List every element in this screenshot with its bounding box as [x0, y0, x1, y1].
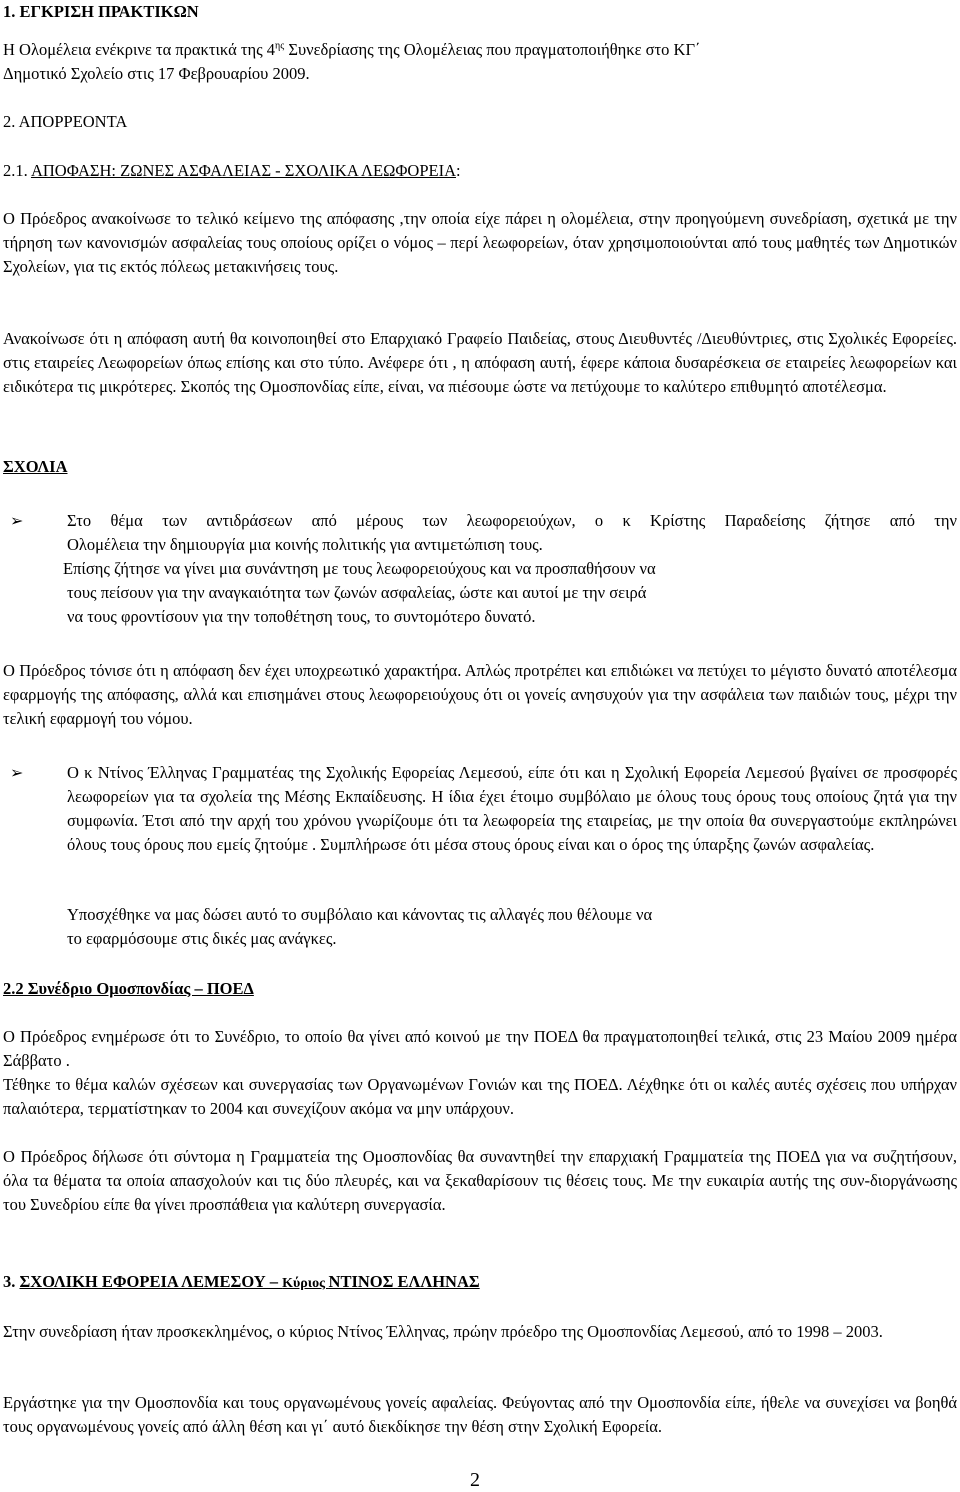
section-3-title-b: Κύριος	[282, 1276, 329, 1291]
minutes-text-line2: Δημοτικό Σχολείο στις 17 Φεβρουαρίου 2009.	[3, 64, 310, 83]
bullet-1-line-4: τους πείσουν για την αναγκαιότητα των ζωνών ασφαλείας, ώστε και αυτοί με την σειρά	[67, 583, 647, 602]
service-paragraph: Εργάστηκε για την Ομοσπονδία και τους οργανωμένους γονείς αφαλείας. Φεύγοντας από την Ομοσπονδία είπε, ήθελε να συνεχίσει να βοηθά τους οργανωμένους γονείς από άλλη θέση και γι΄ αυτό διεκδίκησε την θέση στην Σχολική Εφορεία.	[3, 1393, 957, 1436]
secretariat-paragraph: Ο Πρόεδρος δήλωσε ότι σύντομα η Γραμματεία της Ομοσπονδίας θα συναντηθεί την επαρχιακή Γραμματεία της ΠΟΕΔ για να συζητήσουν, όλα τα θέματα τα οποία απασχολούν και τις δύο πλευρές, και να ξεκαθαρίσουν τις θέσεις τους. Με την ευκαιρία αυτής της συν-διοργάνωσης του Συνεδρίου είπε θα γίνει προσπάθεια για καλύτερη συνεργασία.	[3, 1147, 957, 1214]
bullet-2-followup	[67, 903, 957, 951]
president-paragraph: Ο Πρόεδρος τόνισε ότι η απόφαση δεν έχει υποχρεωτικό χαρακτήρα. Απλώς προτρέπει και επιδιώκει να πετύχει το μέγιστο δυνατό αποτέλεσμα εφαρμογής της απόφασης, αλλά και επισημάνει στους λεωφορειούχους ότι οι γονείς ανησυχούν για την ασφάλεια των παιδιών τους, μέχρι την τελική εφαρμογή του νόμου.	[3, 661, 957, 728]
section-1-heading: 1. ΕΓΚΡΙΣΗ ΠΡΑΚΤΙΚΩΝ	[3, 2, 199, 21]
bullet-2-line-a: Υποσχέθηκε να μας δώσει αυτό το συμβόλαιο και κάνοντας τις αλλαγές που θέλουμε να	[67, 905, 653, 924]
bullet-2-paragraph: Ο κ Ντίνος Έλληνας Γραμματέας της Σχολικής Εφορείας Λεμεσού, είπε ότι και η Σχολική Εφορεία Λεμεσού βγαίνει σε προσφορές λεωφορείων για τα σχολεία της Μέσης Εκπαίδευσης. Η ίδια έχει έτοιμο συμβόλαιο με όλους τους όρους τους οποίους ζητά για την συμφωνία. Έτσι από την αρχή του χρόνου γνωρίζουμε ότι τα λεωφορεία της εταιρείας, με την οποία θα συνεργαστούμε εκπληρώνει όλους τους όρους που εμείς ζητούμε . Συμπλήρωσε ότι μέσα στους όρους είναι και ο όρος της ύπαρξης ζωνών ασφαλείας.	[67, 763, 957, 854]
bullet-arrow-icon: ➢	[10, 511, 24, 530]
minutes-text-b: Συνεδρίασης της Ολομέλειας που πραγματοποιήθηκε στο ΚΓ΄	[284, 40, 701, 59]
subsection-2-2-heading: 2.2 Συνέδριο Ομοσπονδίας – ΠΟΕΔ	[3, 979, 254, 998]
bullet-2-line-b: το εφαρμόσουμε στις δικές μας ανάγκες.	[67, 929, 337, 948]
guest-paragraph: Στην συνεδρίαση ήταν προσκεκλημένος, ο κύριος Ντίνος Έλληνας, πρώην πρόεδρο της Ομοσπονδίας Λεμεσού, από το 1998 – 2003.	[3, 1322, 883, 1341]
section-3-title-c: ΝΤΙΝΟΣ ΕΛΛΗΝΑΣ	[328, 1272, 480, 1291]
minutes-text-a: Η Ολομέλεια ενέκρινε τα πρακτικά της 4	[3, 40, 276, 59]
subsection-2-1-number: 2.1.	[3, 161, 31, 180]
section-3-heading	[3, 1270, 957, 1296]
section-3-number: 3.	[3, 1272, 20, 1291]
subsection-2-1-heading	[3, 159, 957, 183]
ordinal-suffix: ης	[275, 40, 285, 52]
congress-paragraph: Ο Πρόεδρος ενημέρωσε ότι το Συνέδριο, το οποίο θα γίνει από κοινού με την ΠΟΕΔ θα πραγματοποιηθεί τελικά, στις 23 Μαίου 2009 ημέρα Σάββατο .	[3, 1027, 957, 1070]
section-2-heading: 2. ΑΠΟΡΡΕΟΝΤΑ	[3, 112, 128, 131]
bullet-1	[67, 509, 957, 557]
section-3-title-a: ΣΧΟΛΙΚΗ ΕΦΟΡΕΙΑ ΛΕΜΕΣΟΥ –	[19, 1272, 283, 1291]
bullet-1-line-1: Στο θέμα των αντιδράσεων από μέρους των λεωφορειούχων, ο κ Κρίστης Παραδείσης ζήτησε από την	[67, 511, 957, 530]
subsection-2-1-title: ΑΠΟΦΑΣΗ: ΖΩΝΕΣ ΑΣΦΑΛΕΙΑΣ - ΣΧΟΛΙΚΑ ΛΕΩΦΟΡΕΙΑ	[30, 161, 456, 180]
comments-heading: ΣΧΟΛΙΑ	[3, 457, 68, 476]
subsection-2-1-colon: :	[455, 161, 461, 180]
section-1-text	[3, 38, 957, 86]
bullet-1-line-5: να τους φροντίσουν για την τοποθέτηση τους, το συντομότερο δυνατό.	[67, 607, 536, 626]
page-number: 2	[470, 1469, 480, 1491]
relations-paragraph: Τέθηκε το θέμα καλών σχέσεων και συνεργασίας των Οργανωμένων Γονιών και της ΠΟΕΔ. Λέχθηκε ότι οι καλές αυτές σχέσεις που υπήρχαν παλαιότερα, τερματίστηκαν το 2004 και συνεχίζουν ακόμα να μην υπάρχουν.	[3, 1075, 957, 1118]
bullet-1-line-2: Ολομέλεια την δημιουργία μια κοινής πολιτικής για αντιμετώπιση τους.	[67, 535, 543, 554]
bullet-1-line-3: Επίσης ζήτησε να γίνει μια συνάντηση με τους λεωφορειούχους και να προσπαθήσουν να	[63, 559, 656, 578]
notification-paragraph: Ανακοίνωσε ότι η απόφαση αυτή θα κοινοποιηθεί στο Επαρχιακό Γραφείο Παιδείας, στους Διευθυντές /Διευθύντριες, στις Σχολικές Εφορείες. στις εταιρείες Λεωφορείων όπως επίσης και στο τύπο. Ανέφερε ότι , η απόφαση αυτή, έφερε κάποια δυσαρέσκεια σε εταιρείες λεωφορείων και ειδικότερα τις μικρότερες. Σκοπός της Ομοσπονδίας είπε, είναι, να πιέσουμε ώστε να πετύχουμε το καλύτερο επιθυμητό αποτέλεσμα.	[3, 329, 957, 396]
bullet-arrow-icon: ➢	[10, 763, 24, 782]
decision-paragraph: Ο Πρόεδρος ανακοίνωσε το τελικό κείμενο της απόφασης ,την οποία είχε πάρει η ολομέλεια, στην προηγούμενη συνεδρίαση, σχετικά με την τήρηση των κανονισμών ασφαλείας τους οποίους ορίζει ο νόμος – περί λεωφορείων, όταν χρησιμοποιούνται από τους μαθητές των Δημοτικών Σχολείων, για τις εκτός πόλεως μετακινήσεις τους.	[3, 209, 957, 276]
bullet-1-followup	[63, 557, 943, 629]
